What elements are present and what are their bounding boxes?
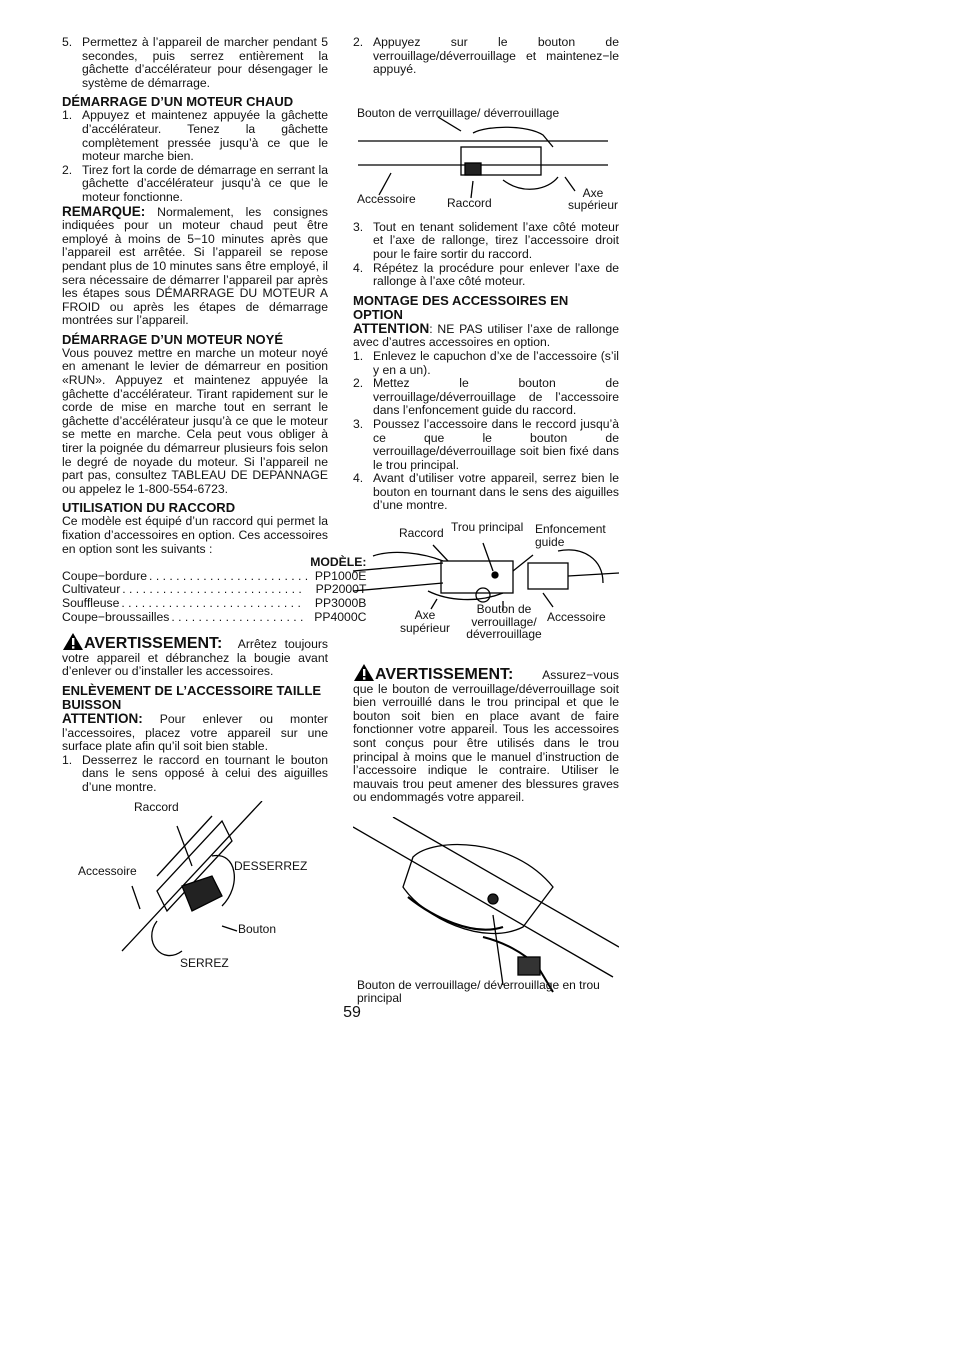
- list-item: 1. Enlevez le capuchon d’xe de l’accessoire (s’il y en a un).: [353, 348, 619, 377]
- page-number: 59: [343, 1004, 361, 1021]
- warning-triangle-icon: [62, 632, 84, 651]
- section-heading-optional: MONTAGE DES ACCESSOIRES EN OPTION: [353, 292, 569, 322]
- figure-label: Accessoire: [547, 610, 606, 625]
- flooded-paragraph: Vous pouvez mettre en marche un moteur noyé en amenant le levier de démarreur en position «RUN». Appuyez et maintenez appuyée la gâchette d’accélérateur. Tirant rapidement sur le corde de mise en marche tout en serrant le gâchette d’accélérateur jusqu’à ce que le moteur se mette en marche. Cela peut vous obliger à tirer la poignée du démarreur plusieurs fois selon le degré de noyade du moteur. Si l’appareil ne part pas, consultez TABLEAU DE DEPANNAGE ou appelez le 1-800-554-6723.: [62, 345, 328, 496]
- figure-label: Bouton de verrouillage/ déverrouillage en trou principal: [357, 978, 600, 1005]
- list-item: 1. Desserrez le raccord en tournant le bouton dans le sens opposé à celui des aiguilles d’une montre.: [62, 752, 328, 794]
- attention-paragraph: ATTENTION: NE PAS utiliser l’axe de rallonge avec d’autres accessoires en option.: [353, 320, 619, 350]
- step-list-start: [62, 36, 328, 90]
- list-item: 3. Poussez l’accessoire dans le reccord jusqu’à ce que le bouton de verrouillage/déverrouillage soit bien fixé dans le trou principal.: [353, 416, 619, 472]
- figure-label: Bouton de verrouillage/ déverrouillage: [466, 602, 542, 642]
- figure-label: Bouton de verrouillage/ déverrouillage: [357, 105, 560, 120]
- step-list-removal: [62, 754, 328, 795]
- model-table: [62, 556, 366, 624]
- table-row: Cultivateur. . . . . . . . . . . . . . . . . . . . . . . . . . . PP2000T: [62, 582, 367, 597]
- figure-label: Raccord: [447, 195, 492, 210]
- list-item: 2. Mettez le bouton de verrouillage/déverrouillage de l’accessoire dans l’enfoncement guide du raccord.: [353, 376, 619, 418]
- warning-paragraph: AVERTISSEMENT: Arrêtez toujours votre appareil et débranchez la bougie avant d’enlever ou d’installer les accessoires.: [62, 632, 328, 679]
- section-heading-removal: ENLÈVEMENT DE L’ACCESSOIRE TAILLE BUISSON: [62, 682, 322, 712]
- list-item: 1. Appuyez et maintenez appuyée la gâchette d’accélérateur. Tenez la gâchette complètement pressée jusqu’à ce que le moteur marche bien.: [62, 108, 328, 164]
- list-item: 2. Tirez fort la corde de démarrage en serrant la gâchette d’accélérateur jusqu’à ce que le moteur fonctionne.: [62, 162, 328, 204]
- list-item: 4. Répétez la procédure pour enlever l’axe de rallonge à l’axe côté moteur.: [353, 260, 619, 289]
- section-heading-coupler: UTILISATION DU RACCORD: [62, 500, 236, 516]
- figure-label: Raccord: [399, 526, 444, 541]
- list-item: 4. Avant d’utiliser votre appareil, serrez bien le bouton en tournant dans le sens des aiguilles d’une montre.: [353, 471, 619, 513]
- figure-label: SERREZ: [180, 955, 229, 970]
- figure-label: Enfoncement guide: [535, 522, 606, 549]
- figure-label: Bouton: [238, 921, 277, 936]
- right-column: [353, 36, 619, 1017]
- figure-label: DESSERREZ: [234, 858, 308, 873]
- figure-label: Trou principal: [451, 520, 524, 535]
- warning-paragraph: AVERTISSEMENT: Assurez−vous que le bouton de verrouillage/déverrouillage soit bien verrouillé dans le trou principal et que le bouton soit bien en place avant de faire fonctionner votre appareil. Tous les accessoires sont conçus pour être utilisés dans le trou principal à moins que le manuel d’instruction de l’accessoire indique le contraire. Utiliser le mauvais trou peut amener des blessures graves ou endommagés votre appareil.: [353, 663, 619, 805]
- list-item: 2. Appuyez sur le bouton de verrouillage/déverrouillage et maintenez−le appuyé.: [353, 35, 619, 77]
- model-table-header: MODÈLE:: [310, 555, 367, 570]
- left-column: [62, 35, 367, 991]
- section-heading-flooded: DÉMARRAGE D’UN MOTEUR NOYÉ: [62, 331, 284, 347]
- figure-label: Accessoire: [78, 863, 137, 878]
- step-list-a: [353, 36, 619, 77]
- table-row: Coupe−broussailles. . . . . . . . . . . . . . . . . . . . PP4000C: [62, 609, 367, 624]
- coupler-paragraph: Ce modèle est équipé d’un raccord qui permet la fixation d’accessoires en option. Ces accessoires en option sont les suivants :: [62, 514, 328, 556]
- warning-triangle-icon: [353, 663, 375, 682]
- table-row: Coupe−bordure. . . . . . . . . . . . . . . . . . . . . . . . PP1000E: [62, 568, 367, 583]
- figure-label: Axe supérieur: [567, 185, 619, 213]
- figure-label: Axe supérieur: [399, 608, 451, 635]
- section-heading-hot-start: DÉMARRAGE D’UN MOTEUR CHAUD: [62, 94, 294, 110]
- figure-loosen-coupler: [62, 801, 328, 991]
- list-item: 5. Permettez à l’appareil de marcher pendant 5 secondes, puis serrez entièrement la gâchette d’accélérateur pour désengager le système de démarrage.: [62, 35, 328, 90]
- step-list-hot-start: [62, 109, 328, 204]
- figure-install-accessory: [353, 521, 619, 649]
- figure-press-button: [353, 85, 619, 215]
- step-list-b: [353, 221, 619, 289]
- figure-label: Accessoire: [357, 191, 416, 206]
- step-list-optional: [353, 350, 619, 513]
- figure-label: Raccord: [134, 799, 179, 814]
- table-row: Souffleuse. . . . . . . . . . . . . . . . . . . . . . . . . . . PP3000B: [62, 595, 367, 610]
- figure-button-in-main-hole: [353, 817, 619, 1017]
- note-paragraph: REMARQUE: Normalement, les consignes indiquées pour un moteur chaud peut être employé à moins de 5−10 minutes après que l’appareil est arrêtée. Si l’appareil se repose pendant plus de 10 minutes sans être employé, il sera nécessaire de démarrer l’appareil par après les étapes sous DÉMARRAGE DU MOTEUR A FROID ou après les étapes de démarrage montrées sur l’appareil.: [62, 203, 328, 328]
- list-item: 3. Tout en tenant solidement l’axe côté moteur et l’axe de rallonge, tirez l’accessoire droit pour le faire sortir du raccord.: [353, 219, 619, 261]
- attention-paragraph: ATTENTION: Pour enlever ou monter l’accessoires, placez votre appareil sur une surface plate afin qu’il soit bien stable.: [62, 710, 328, 754]
